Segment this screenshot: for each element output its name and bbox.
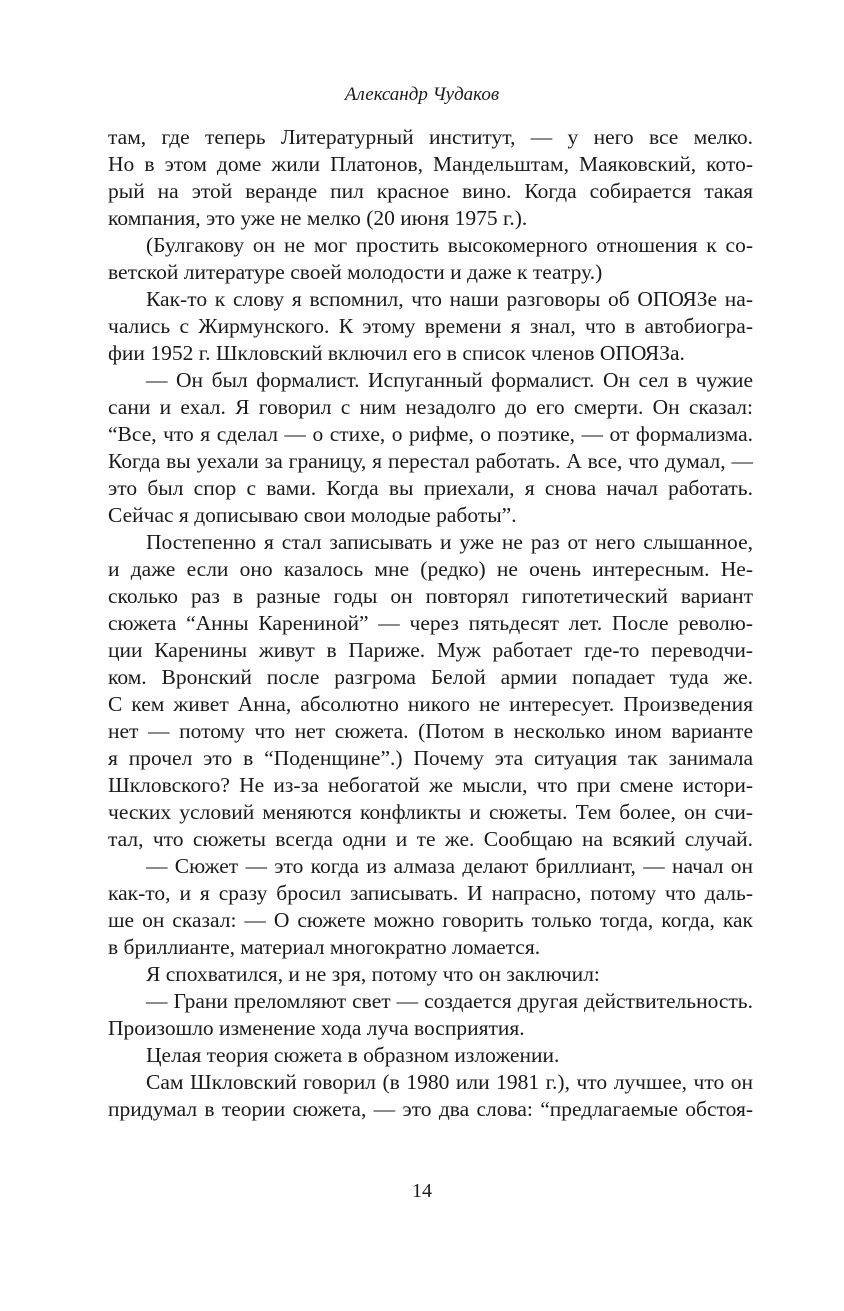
text-line: Я спохватился, и не зря, потому что он заключил: [146,962,600,986]
text-line: — Грани преломляют свет — создается другая действительность. [146,989,753,1013]
text-line: я прочел это в “Поденщине”.) Почему эта ситуация так занимала [108,746,753,770]
text-line: ше он сказал: — О сюжете можно говорить только тогда, когда, как [108,908,753,932]
text-line: Произошло изменение хода луча восприятия. [108,1016,525,1040]
text-line: ветской литературе своей молодости и даже к театру.) [108,260,603,284]
text-line: придумал в теории сюжета, — это два слова: “предлагаемые обстоя- [108,1097,753,1121]
text-line: сани и ехал. Я говорил с ним незадолго до его смерти. Он сказал: [108,395,753,419]
text-line: компания, это уже не мелко (20 июня 1975 г.). [108,206,528,230]
text-line: как-то, и я сразу бросил записывать. И напрасно, потому что даль- [108,881,753,905]
text-line: там, где теперь Литературный институт, — у него все мелко. [108,125,753,149]
text-line: — Сюжет — это когда из алмаза делают бриллиант, — начал он [146,854,753,878]
text-line: ком. Вронский после разгрома Белой армии попадает туда же. [108,665,753,689]
text-line: С кем живет Анна, абсолютно никого не интересует. Произведения [108,692,753,716]
text-line: тал, что сюжеты всегда одни и те же. Сообщаю на всякий случай. [108,827,753,851]
text-line: Целая теория сюжета в образном изложении. [146,1043,560,1067]
text-line: Как-то к слову я вспомнил, что наши разговоры об ОПОЯЗе на- [146,287,753,311]
text-line: сколько раз в разные годы он повторял гипотетический вариант [108,584,753,608]
text-line: ческих условий меняются конфликты и сюжеты. Тем более, он счи- [108,800,753,824]
text-line: Шкловского? Не из-за небогатой же мысли, что при смене истори- [108,773,753,797]
text-line: и даже если оно казалось мне (редко) не очень интересным. Не- [108,557,753,581]
text-line: Сейчас я дописываю свои молодые работы”. [108,503,517,527]
text-line: ции Каренины живут в Париже. Муж работает где-то переводчи- [108,638,753,662]
page-body-text [108,124,753,1123]
text-line: — Он был формалист. Испуганный формалист. Он сел в чужие [146,368,753,392]
text-line: нет — потому что нет сюжета. (Потом в несколько ином варианте [108,719,753,743]
text-line: “Все, что я сделал — о стихе, о рифме, о поэтике, — от формализма. [108,422,753,446]
text-line: (Булгакову он не мог простить высокомерного отношения к со- [146,233,753,257]
text-line: фии 1952 г. Шкловский включил его в список членов ОПОЯЗа. [108,341,685,365]
text-line: рый на этой веранде пил красное вино. Когда собирается такая [108,179,753,203]
running-header: Александр Чудаков [344,84,500,105]
text-line: это был спор с вами. Когда вы приехали, я снова начал работать. [108,476,753,500]
text-line: Но в этом доме жили Платонов, Мандельштам, Маяковский, кото- [108,152,753,176]
text-line: сюжета “Анны Карениной” — через пятьдесят лет. После револю- [108,611,753,635]
page-number: 14 [412,1180,432,1202]
text-line: Постепенно я стал записывать и уже не раз от него слышанное, [146,530,753,554]
text-line: Когда вы уехали за границу, я перестал работать. А все, что думал, — [108,449,753,473]
text-line: в бриллианте, материал многократно ломается. [108,935,541,959]
text-line: чались с Жирмунского. К этому времени я знал, что в автобиогра- [108,314,753,338]
text-line: Сам Шкловский говорил (в 1980 или 1981 г.), что лучшее, что он [146,1070,753,1094]
